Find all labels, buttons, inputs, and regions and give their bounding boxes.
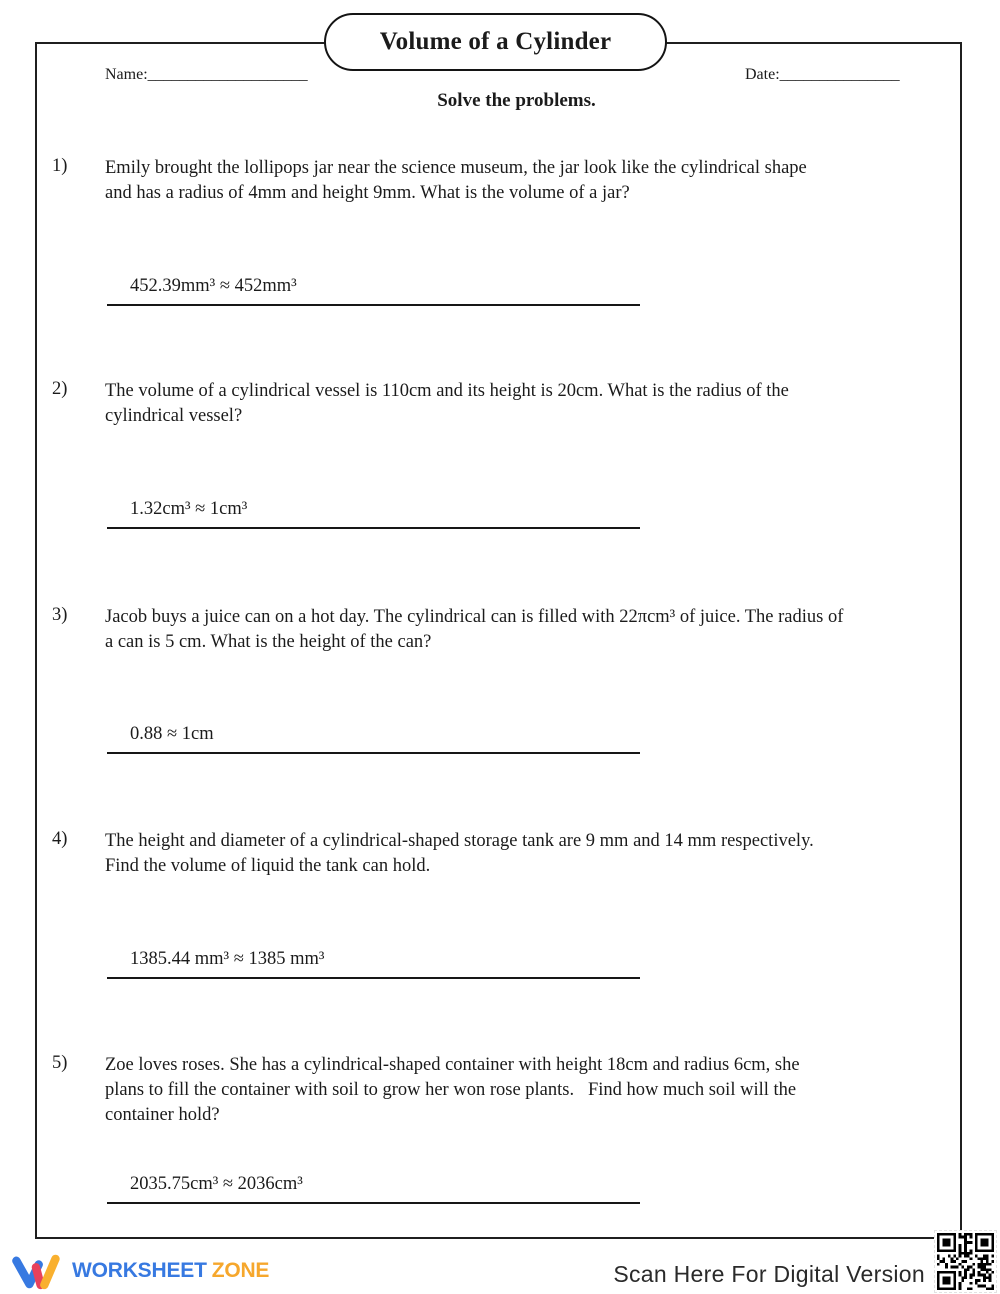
problem-text xyxy=(105,605,920,655)
answer-line: 1.32cm³ ≈ 1cm³ xyxy=(107,498,640,529)
name-blank: Name:____________________ xyxy=(105,66,308,83)
date-blank: Date:_______________ xyxy=(745,66,900,83)
worksheetzone-logo xyxy=(8,1251,269,1291)
problem-text-line: The volume of a cylindrical vessel is 110cm and its height is 20cm. What is the radius of the xyxy=(105,381,789,401)
problem-text-line: Emily brought the lollipops jar near the science museum, the jar look like the cylindrical shape xyxy=(105,158,807,178)
problem-text xyxy=(105,1053,920,1128)
problem-text-line: cylindrical vessel? xyxy=(105,406,243,426)
problem-text xyxy=(105,829,920,879)
problem-number: 5) xyxy=(52,1053,68,1073)
problem-text-line: Zoe loves roses. She has a cylindrical-shaped container with height 18cm and radius 6cm, she xyxy=(105,1055,800,1075)
problem-text-line: The height and diameter of a cylindrical-shaped storage tank are 9 mm and 14 mm respectively. xyxy=(105,831,814,851)
worksheet-title-box xyxy=(324,13,667,71)
brand-name xyxy=(72,1259,269,1283)
brand-word-zone: ZONE xyxy=(211,1259,270,1282)
problem-number: 4) xyxy=(52,829,68,849)
answer-line: 0.88 ≈ 1cm xyxy=(107,723,640,754)
problem-number: 3) xyxy=(52,605,68,625)
problem-number: 1) xyxy=(52,156,68,176)
problem-text-line: plans to fill the container with soil to grow her won rose plants. Find how much soil will the xyxy=(105,1080,797,1100)
page-title: Volume of a Cylinder xyxy=(379,28,612,55)
scan-here-text: Scan Here For Digital Version xyxy=(613,1261,925,1287)
worksheetzone-logo-icon xyxy=(8,1251,62,1291)
brand-word-worksheet: WORKSHEET xyxy=(72,1259,207,1282)
answer-line: 2035.75cm³ ≈ 2036cm³ xyxy=(107,1173,640,1204)
problem-text xyxy=(105,156,920,206)
instruction-text: Solve the problems. xyxy=(437,90,596,111)
problem-text-line: Find the volume of liquid the tank can hold. xyxy=(105,856,431,876)
answer-line: 1385.44 mm³ ≈ 1385 mm³ xyxy=(107,948,640,979)
problem-text-line: Jacob buys a juice can on a hot day. The cylindrical can is filled with 22πcm³ of juice. The radius of xyxy=(105,607,844,627)
problem-text-line: and has a radius of 4mm and height 9mm. What is the volume of a jar? xyxy=(105,183,630,203)
problem-number: 2) xyxy=(52,379,68,399)
problem-text-line: a can is 5 cm. What is the height of the can? xyxy=(105,632,432,652)
qr-code xyxy=(934,1230,997,1293)
problem-text xyxy=(105,379,920,429)
problem-text-line: container hold? xyxy=(105,1105,220,1125)
answer-line: 452.39mm³ ≈ 452mm³ xyxy=(107,275,640,306)
qr-code-icon xyxy=(937,1233,994,1290)
